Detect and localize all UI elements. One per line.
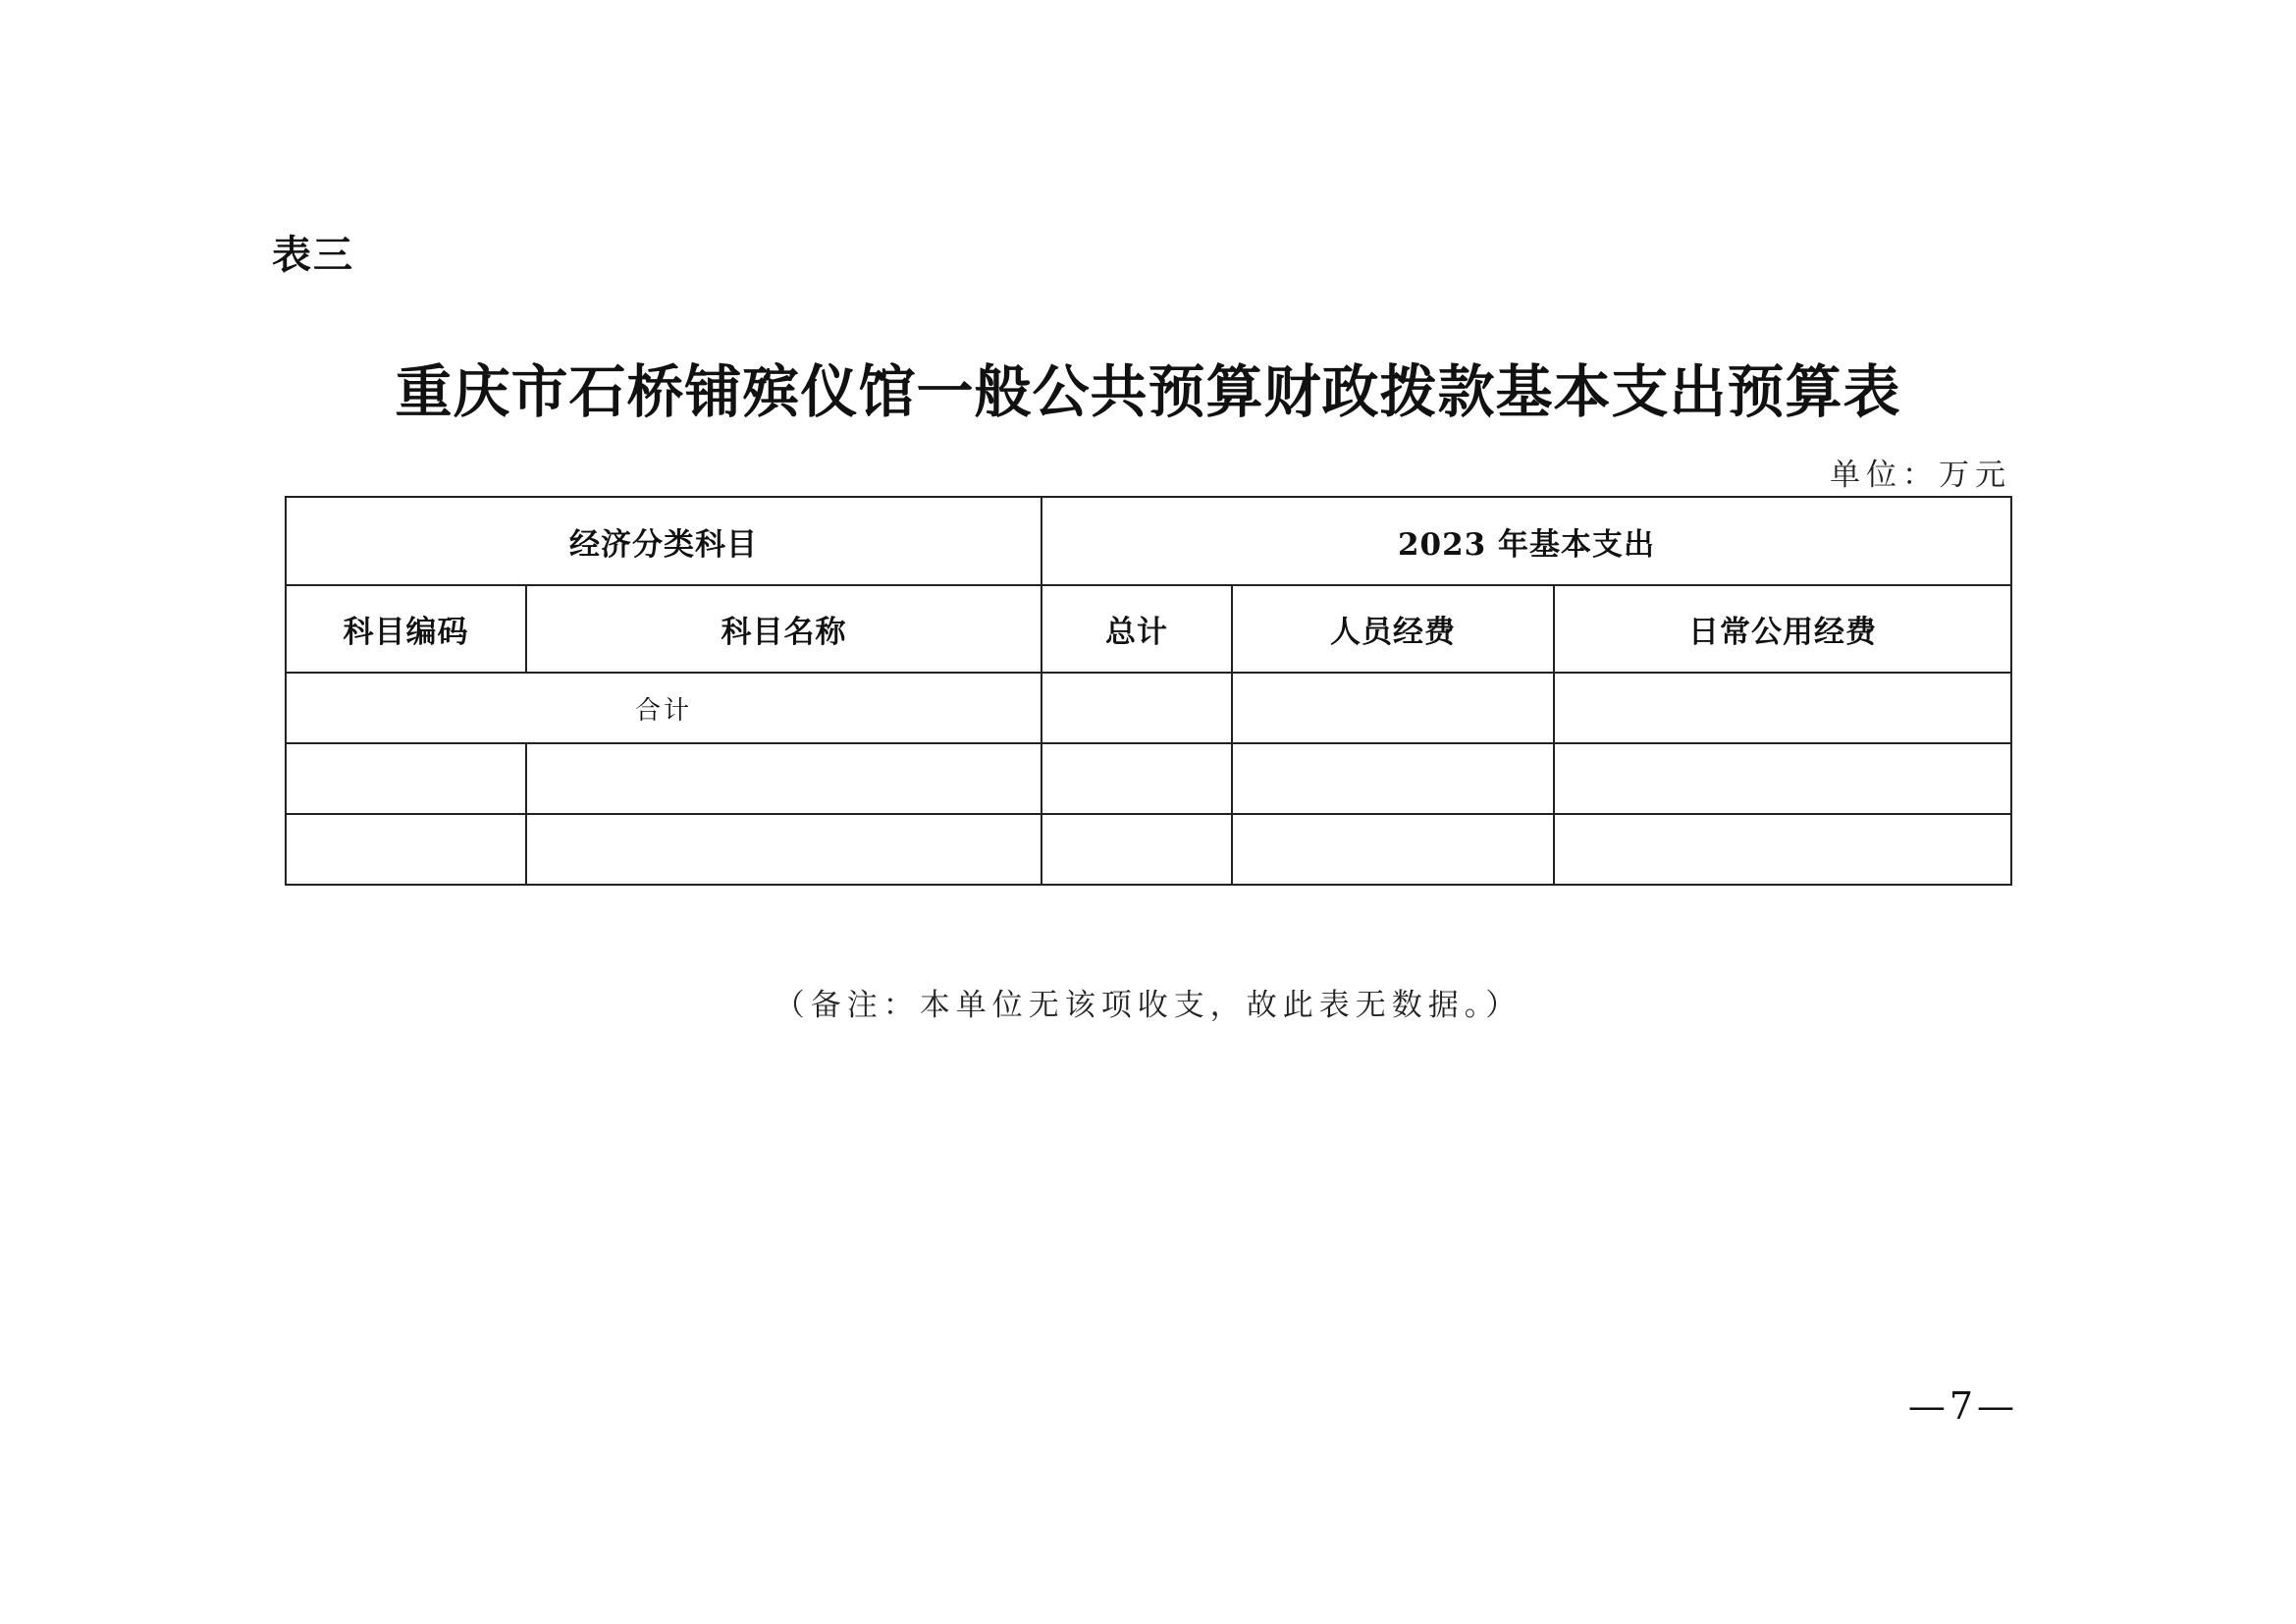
total-row-public	[1554, 673, 2011, 743]
table-label: 表三	[272, 233, 354, 278]
total-row	[286, 673, 2011, 743]
total-row-personnel	[1232, 673, 1554, 743]
table-row	[286, 743, 2011, 814]
row-public-cell	[1554, 743, 2011, 814]
document-title: 重庆市石桥铺殡仪馆一般公共预算财政拨款基本支出预算表	[395, 358, 1901, 425]
remark-note: （备注：本单位无该项收支，故此表无数据。）	[774, 988, 1522, 1023]
column-header-name: 科目名称	[526, 585, 1041, 673]
total-row-total	[1041, 673, 1232, 743]
column-header-total: 总计	[1041, 585, 1232, 673]
basic-expenditure-header: 2023 年基本支出	[1041, 497, 2011, 585]
column-header-code: 科目编码	[286, 585, 526, 673]
row-total-cell	[1041, 743, 1232, 814]
total-row-label: 合计	[286, 673, 1041, 743]
row-name-cell	[526, 814, 1041, 885]
group-header-row	[286, 497, 2011, 585]
row-total-cell	[1041, 814, 1232, 885]
row-public-cell	[1554, 814, 2011, 885]
table-row	[286, 814, 2011, 885]
row-personnel-cell	[1232, 743, 1554, 814]
budget-table	[285, 496, 2012, 886]
column-header-public: 日常公用经费	[1554, 585, 2011, 673]
column-header-personnel: 人员经费	[1232, 585, 1554, 673]
row-name-cell	[526, 743, 1041, 814]
page-number: —7—	[1907, 1384, 2018, 1428]
row-personnel-cell	[1232, 814, 1554, 885]
economic-category-header: 经济分类科目	[286, 497, 1041, 585]
row-code-cell	[286, 814, 526, 885]
unit-label: 单位：万元	[1830, 458, 2011, 493]
row-code-cell	[286, 743, 526, 814]
column-header-row	[286, 585, 2011, 673]
